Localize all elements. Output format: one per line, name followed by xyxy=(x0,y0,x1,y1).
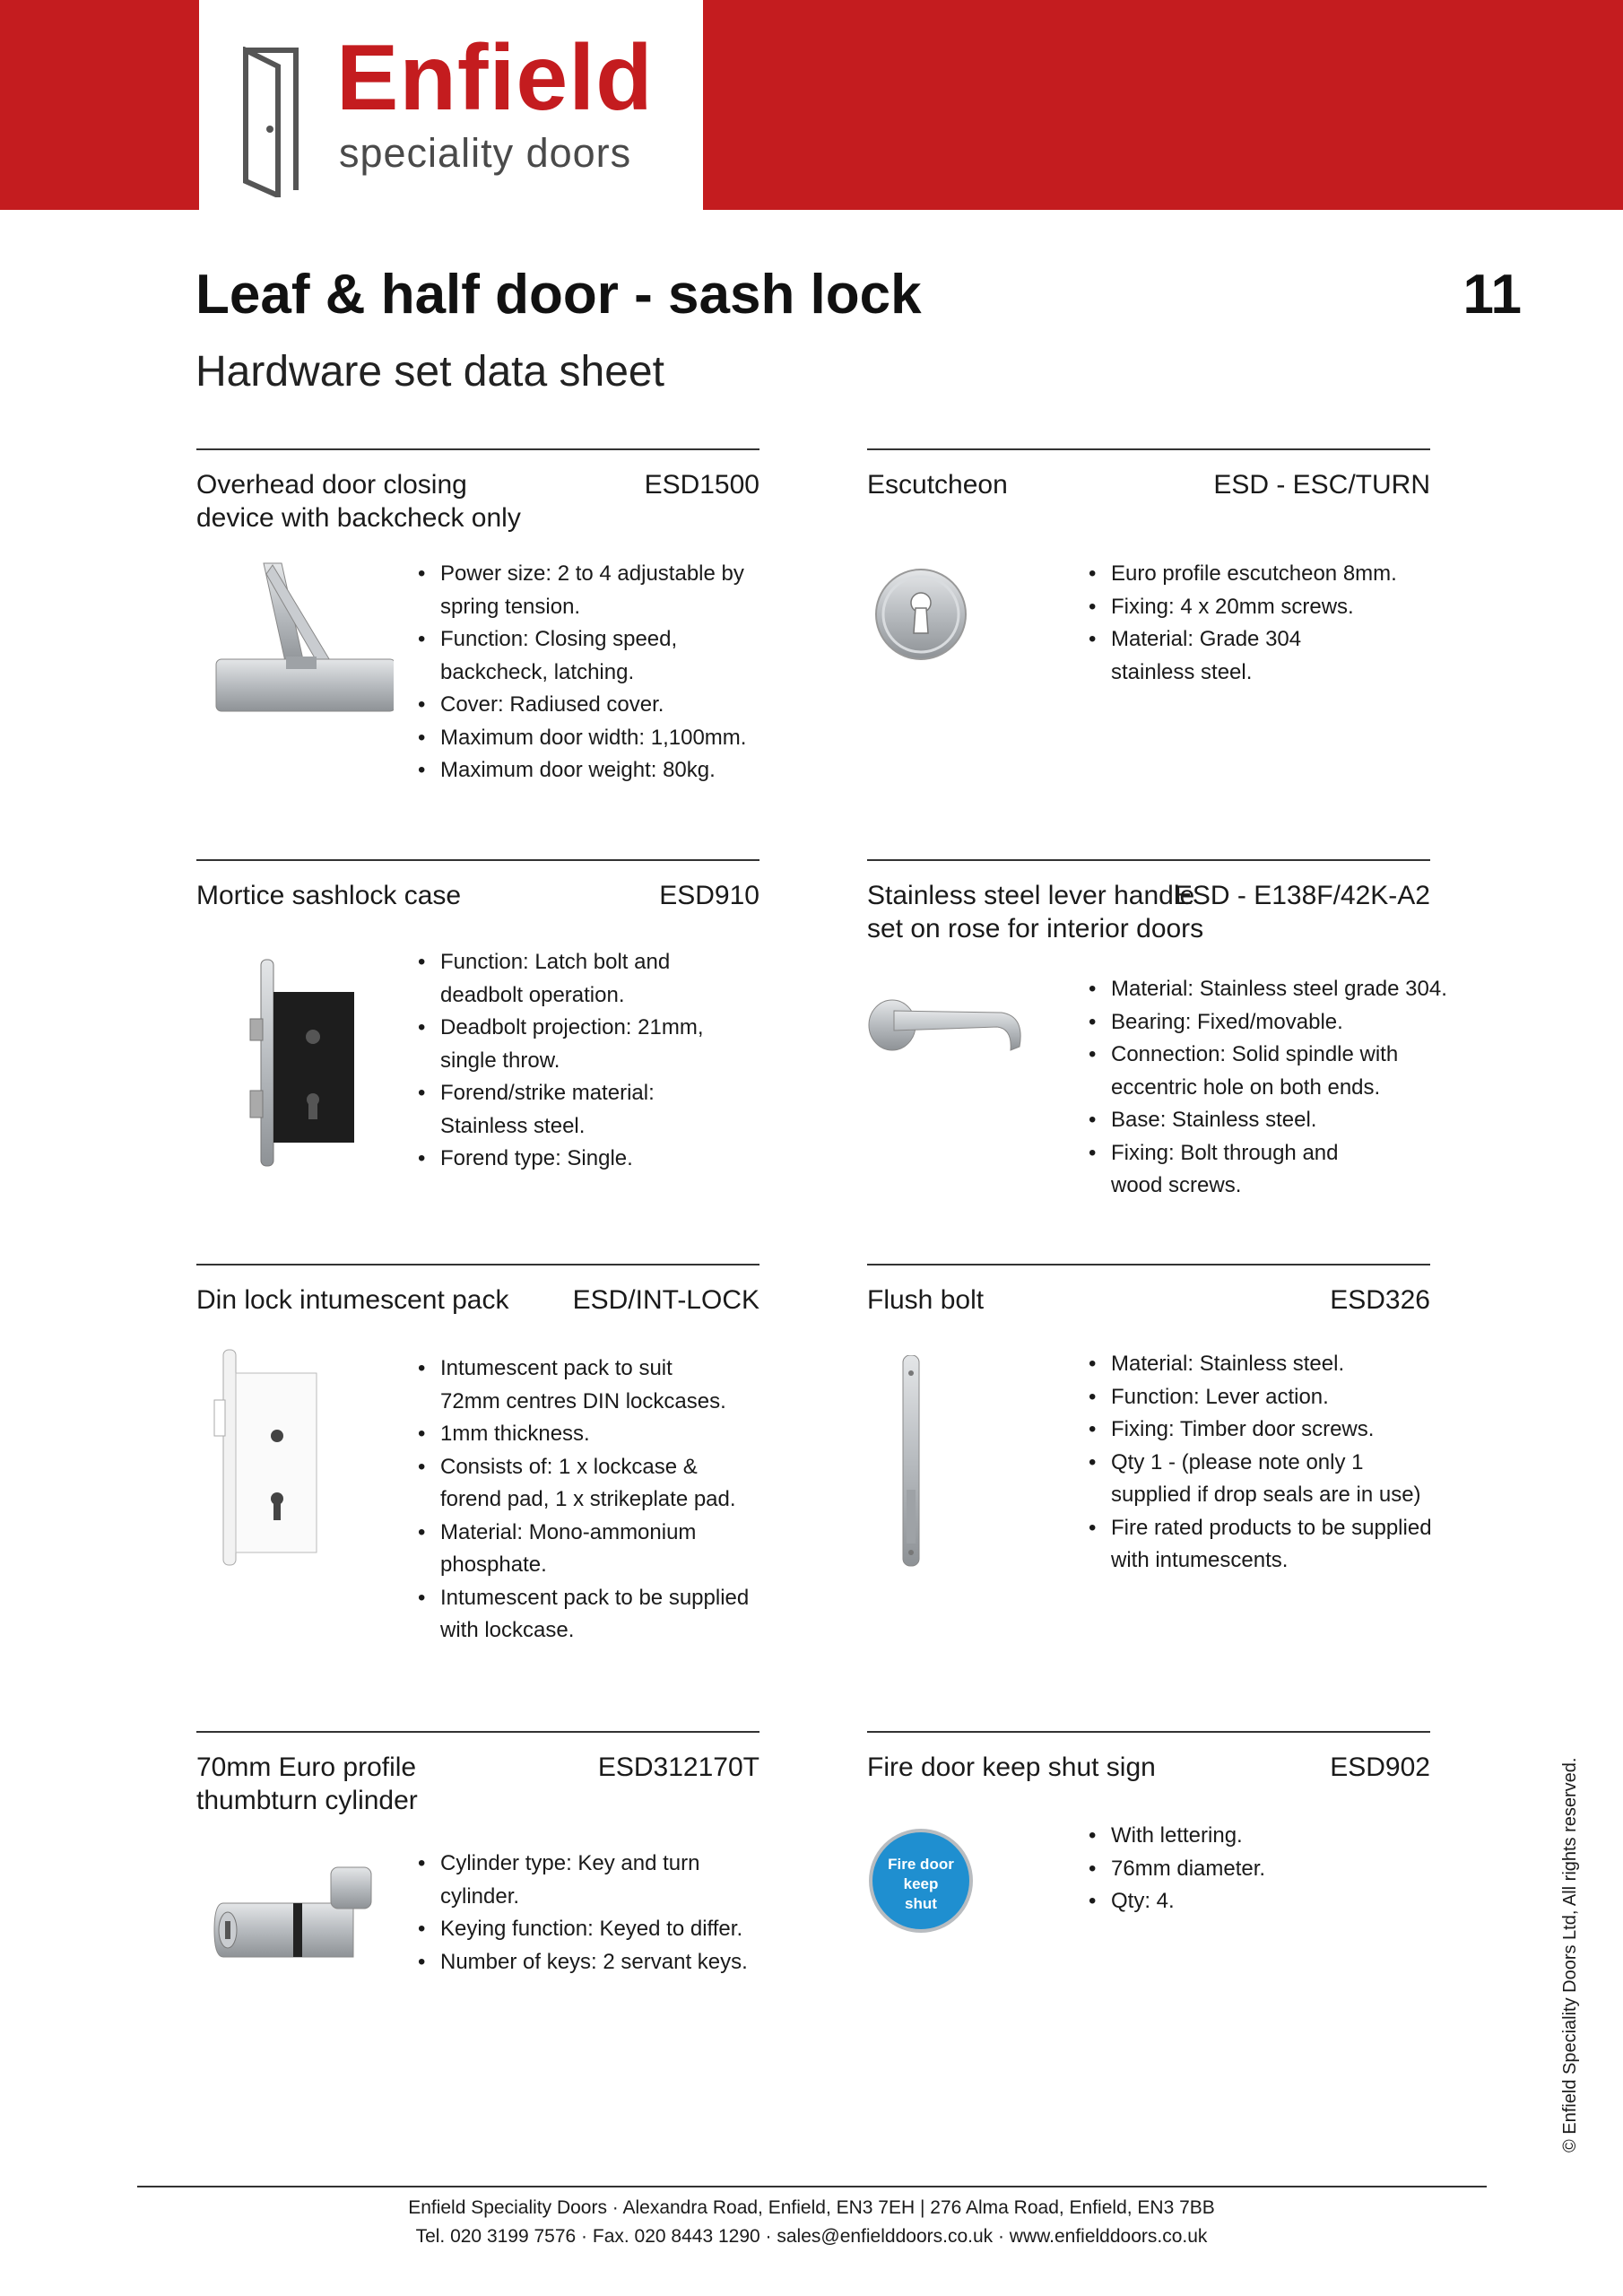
spec-item-line: • Forend type: Single. xyxy=(440,1146,633,1170)
spec-item xyxy=(416,1143,703,1176)
spec-item-line: 72mm centres DIN lockcases. xyxy=(440,1388,726,1413)
fire-door-sign-image xyxy=(867,1822,1064,2060)
page-number: 11 xyxy=(1462,264,1522,326)
spec-item-line: • Deadbolt projection: 21mm, xyxy=(440,1015,704,1039)
spec-item-line: • Base: Stainless steel. xyxy=(1111,1108,1317,1132)
spec-item-line: • Intumescent pack to be supplied xyxy=(440,1585,750,1610)
flush-bolt-image xyxy=(867,1355,1064,1593)
escutcheon-image xyxy=(867,556,1064,794)
brand-tagline: speciality doors xyxy=(339,130,632,176)
product-name-line: thumbturn cylinder xyxy=(196,1786,418,1815)
product-escutcheon xyxy=(867,448,1430,684)
product-code: ESD - E138F/42K-A2 xyxy=(1174,881,1430,910)
spec-item xyxy=(416,558,746,623)
product-name xyxy=(196,468,521,535)
spec-item xyxy=(1087,558,1397,591)
spec-item-line: • Function: Closing speed, xyxy=(440,627,678,651)
spec-item-line: supplied if drop seals are in use) xyxy=(1111,1483,1421,1507)
product-name-line: Overhead door closing xyxy=(196,470,467,500)
product-name-line: Din lock intumescent pack xyxy=(196,1285,509,1315)
spec-list xyxy=(416,1352,749,1648)
sign-text-line: shut xyxy=(905,1895,937,1912)
product-code: ESD/INT-LOCK xyxy=(572,1285,759,1315)
spec-item-line: • Power size: 2 to 4 adjustable by xyxy=(440,561,744,586)
spec-item xyxy=(416,1352,749,1418)
spec-item xyxy=(416,1582,749,1648)
spec-list xyxy=(1087,973,1447,1203)
spec-item-line: Stainless steel. xyxy=(440,1113,586,1138)
spec-item xyxy=(416,1451,749,1517)
spec-item-line: • With lettering. xyxy=(1111,1823,1243,1848)
thumbturn-cylinder-image xyxy=(196,1849,394,2087)
spec-list xyxy=(416,946,703,1176)
spec-item xyxy=(416,754,746,787)
spec-item-line: • 1mm thickness. xyxy=(440,1422,590,1446)
spec-item xyxy=(1087,1006,1447,1039)
spec-item-line: • Material: Stainless steel grade 304. xyxy=(1111,977,1447,1001)
spec-item-line: • Intumescent pack to suit xyxy=(440,1356,673,1380)
product-name xyxy=(196,1751,418,1817)
spec-item-line: • Function: Latch bolt and xyxy=(440,950,671,974)
spec-item-line: with intumescents. xyxy=(1111,1548,1289,1572)
product-door-closer xyxy=(196,448,759,782)
spec-item-line: with lockcase. xyxy=(440,1618,575,1642)
spec-item-line: spring tension. xyxy=(440,594,581,619)
product-name-line: Fire door keep shut sign xyxy=(867,1752,1156,1782)
door-logo-icon xyxy=(242,47,299,197)
spec-item xyxy=(1087,1820,1265,1853)
product-lever-handle xyxy=(867,859,1447,1197)
spec-item xyxy=(1087,1853,1265,1886)
spec-item xyxy=(1087,1512,1432,1578)
spec-item-line: • Keying function: Keyed to differ. xyxy=(440,1917,743,1941)
spec-item xyxy=(416,1848,748,1913)
footer-contact: Tel. 020 3199 7576 · Fax. 020 8443 1290 · sales@enfielddoors.co.uk · www.enfielddoors.co.uk xyxy=(415,2226,1208,2247)
spec-item-line: • Cover: Radiused cover. xyxy=(440,692,664,717)
spec-item-line: • Cylinder type: Key and turn xyxy=(440,1851,700,1875)
spec-item xyxy=(416,722,746,755)
product-intumescent-pack xyxy=(196,1264,759,1642)
product-name-line: Flush bolt xyxy=(867,1285,985,1315)
product-name xyxy=(867,879,1203,945)
spec-item-line: eccentric hole on both ends. xyxy=(1111,1074,1381,1100)
spec-item-line: • Material: Mono-ammonium xyxy=(440,1519,697,1544)
logo[interactable] xyxy=(199,0,703,210)
spec-item xyxy=(1087,591,1397,624)
spec-item xyxy=(416,946,703,1012)
product-name xyxy=(196,879,461,912)
page-title: Leaf & half door - sash lock xyxy=(195,264,922,326)
spec-item-line: • Qty 1 - (please note only 1 xyxy=(1111,1449,1364,1474)
spec-item-line: • Maximum door width: 1,100mm. xyxy=(440,725,747,750)
spec-item-line: • Fire rated products to be supplied xyxy=(1111,1515,1432,1540)
spec-item-line: • Fixing: 4 x 20mm screws. xyxy=(1111,594,1354,619)
page-subtitle: Hardware set data sheet xyxy=(195,348,664,396)
product-name xyxy=(867,1751,1156,1784)
sign-text-line: Fire door xyxy=(888,1856,954,1873)
lever-handle-image xyxy=(867,991,1064,1229)
product-code: ESD326 xyxy=(1330,1285,1430,1315)
spec-item xyxy=(1087,1413,1432,1447)
product-name xyxy=(196,1283,509,1317)
spec-item-line: • Bearing: Fixed/movable. xyxy=(1111,1009,1343,1034)
spec-item-line: backcheck, latching. xyxy=(440,659,635,684)
product-sashlock xyxy=(196,859,759,1170)
copyright-notice: © Enfield Speciality Doors Ltd, All rights reserved. xyxy=(1560,1757,1580,2152)
spec-item-line: • Maximum door weight: 80kg. xyxy=(440,758,716,782)
spec-item-line: • Fixing: Bolt through and xyxy=(1111,1140,1339,1165)
spec-item xyxy=(416,1913,748,1946)
spec-item-line: • Number of keys: 2 servant keys. xyxy=(440,1949,748,1974)
product-name-line: set on rose for interior doors xyxy=(867,914,1204,944)
spec-item-line: forend pad, 1 x strikeplate pad. xyxy=(440,1487,736,1511)
spec-list xyxy=(416,1848,748,1979)
sign-text-line: keep xyxy=(903,1875,939,1892)
spec-item xyxy=(416,1946,748,1979)
spec-item xyxy=(1087,1381,1432,1414)
product-code: ESD312170T xyxy=(597,1752,759,1782)
product-code: ESD1500 xyxy=(644,470,759,500)
spec-item-line: • Qty: 4. xyxy=(1111,1889,1175,1913)
spec-item xyxy=(1087,1104,1447,1137)
product-name xyxy=(867,1283,984,1317)
spec-item-line: • Material: Stainless steel. xyxy=(1111,1352,1345,1376)
product-code: ESD902 xyxy=(1330,1752,1430,1782)
intumescent-pack-image xyxy=(196,1346,394,1584)
spec-item-line: • Consists of: 1 x lockcase & xyxy=(440,1454,698,1479)
spec-item xyxy=(416,689,746,722)
product-name-line: Stainless steel lever handle xyxy=(867,881,1195,910)
spec-item-line: • 76mm diameter. xyxy=(1111,1856,1266,1881)
spec-item xyxy=(1087,973,1447,1006)
spec-item-line: wood screws. xyxy=(1111,1173,1242,1197)
product-fire-door-sign xyxy=(867,1731,1430,1913)
product-name-line: 70mm Euro profile xyxy=(196,1752,417,1782)
spec-item xyxy=(1087,1885,1265,1918)
header-band xyxy=(0,0,1623,210)
product-code: ESD910 xyxy=(659,881,759,910)
spec-item-line: deadbolt operation. xyxy=(440,982,625,1007)
spec-list xyxy=(1087,1820,1265,1918)
spec-item xyxy=(416,1012,703,1077)
spec-list xyxy=(1087,558,1397,689)
spec-item-line: • Euro profile escutcheon 8mm. xyxy=(1111,561,1397,586)
spec-item xyxy=(1087,623,1397,689)
spec-item xyxy=(1087,1039,1447,1104)
product-thumbturn-cylinder xyxy=(196,1731,759,1974)
spec-item xyxy=(416,1418,749,1451)
spec-item-line: • Material: Grade 304 xyxy=(1111,627,1302,651)
spec-item-line: • Connection: Solid spindle with xyxy=(1111,1042,1399,1066)
product-name-line: device with backcheck only xyxy=(196,503,521,533)
product-name-line: Mortice sashlock case xyxy=(196,881,462,910)
spec-item xyxy=(1087,1137,1447,1203)
spec-item-line: • Fixing: Timber door screws. xyxy=(1111,1417,1375,1441)
spec-item-line: single throw. xyxy=(440,1048,560,1073)
footer-divider xyxy=(137,2186,1487,2187)
spec-item xyxy=(1087,1348,1432,1381)
brand-name: Enfield xyxy=(336,26,654,130)
product-code: ESD - ESC/TURN xyxy=(1213,470,1430,500)
sashlock-image xyxy=(196,956,394,1194)
spec-item-line: cylinder. xyxy=(440,1883,520,1909)
spec-item-line: • Function: Lever action. xyxy=(1111,1384,1329,1409)
door-closer-image xyxy=(196,556,394,794)
product-flush-bolt xyxy=(867,1264,1432,1572)
footer-address: Enfield Speciality Doors · Alexandra Road, Enfield, EN3 7EH | 276 Alma Road, Enfield, EN3 7BB xyxy=(408,2197,1215,2218)
spec-item xyxy=(1087,1447,1432,1512)
spec-item xyxy=(416,1077,703,1143)
spec-list xyxy=(416,558,746,787)
product-name xyxy=(867,468,1008,501)
spec-item-line: stainless steel. xyxy=(1111,659,1253,684)
spec-item xyxy=(416,623,746,689)
spec-item xyxy=(416,1517,749,1582)
spec-item-line: phosphate. xyxy=(440,1552,547,1577)
spec-list xyxy=(1087,1348,1432,1578)
spec-item-line: • Forend/strike material: xyxy=(440,1081,655,1105)
product-name-line: Escutcheon xyxy=(867,470,1008,500)
